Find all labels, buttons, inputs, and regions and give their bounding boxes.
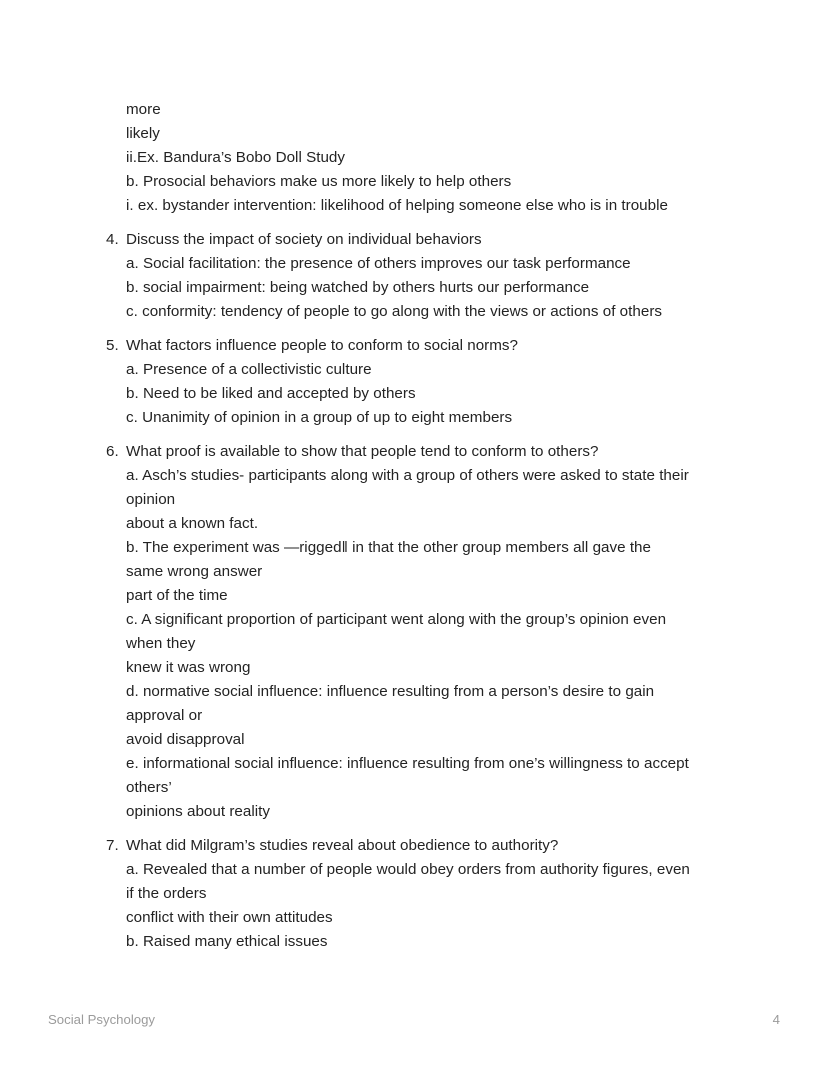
outline-line [106,122,746,146]
outline-line [106,930,746,954]
outline-line [106,512,746,536]
line-text: e. informational social influence: influence resulting from one’s willingness to accept [126,755,689,772]
outline-line [106,464,746,488]
line-text: b. Need to be liked and accepted by others [126,385,416,402]
line-text: a. Revealed that a number of people would obey orders from authority figures, even [126,861,690,878]
line-text: What factors influence people to conform to social norms? [126,337,518,354]
line-text: likely [126,125,160,142]
numbered-item [106,228,746,252]
outline-line [106,170,746,194]
line-text: conflict with their own attitudes [126,909,333,926]
outline-line [106,584,746,608]
line-text: if the orders [126,885,207,902]
numbered-item [106,334,746,358]
line-text: d. normative social influence: influence resulting from a person’s desire to gain [126,683,655,700]
numbered-item [106,440,746,464]
outline-line [106,800,746,824]
line-text: ii.Ex. Bandura’s Bobo Doll Study [126,149,346,166]
line-text: opinions about reality [126,803,270,820]
outline-line [106,858,746,882]
outline-line [106,488,746,512]
line-text: b. social impairment: being watched by others hurts our performance [126,279,590,296]
list-marker: 4. [106,231,119,248]
line-text: when they [126,635,196,652]
line-text: knew it was wrong [126,659,251,676]
outline-line [106,252,746,276]
outline-group [106,98,746,218]
outline-line [106,906,746,930]
outline-line [106,98,746,122]
outline-line [106,382,746,406]
outline-line [106,560,746,584]
outline-group [106,334,746,430]
line-text: b. Prosocial behaviors make us more likely to help others [126,173,512,190]
document-body [106,98,746,954]
outline-line [106,608,746,632]
line-text: a. Asch’s studies- participants along with a group of others were asked to state their [126,467,689,484]
line-text: same wrong answer [126,563,263,580]
numbered-item [106,834,746,858]
outline-line [106,406,746,430]
line-text: Discuss the impact of society on individual behaviors [126,231,482,248]
line-text: more [126,101,161,118]
page-footer [0,1010,828,1032]
line-text: b. Raised many ethical issues [126,933,328,950]
line-text: others’ [126,779,172,796]
outline-line [106,194,746,218]
line-text: b. The experiment was —riggedǁ in that the other group members all gave the [126,539,651,556]
line-text: a. Presence of a collectivistic culture [126,361,372,378]
line-text: What did Milgram’s studies reveal about obedience to authority? [126,837,559,854]
outline-line [106,358,746,382]
outline-line [106,300,746,324]
outline-line [106,752,746,776]
outline-group [106,228,746,324]
outline-line [106,536,746,560]
line-text: approval or [126,707,203,724]
list-marker: 7. [106,837,119,854]
outline-line [106,146,746,170]
outline-line [106,882,746,906]
outline-line [106,632,746,656]
list-marker: 6. [106,443,119,460]
outline-line [106,276,746,300]
outline-line [106,728,746,752]
line-text: avoid disapproval [126,731,245,748]
outline-group [106,834,746,954]
footer-page-number: 4 [772,1012,780,1027]
line-text: i. ex. bystander intervention: likelihood of helping someone else who is in trouble [126,197,668,214]
list-marker: 5. [106,337,119,354]
outline-line [106,704,746,728]
line-text: What proof is available to show that people tend to conform to others? [126,443,599,460]
line-text: opinion [126,491,176,508]
line-text: c. conformity: tendency of people to go along with the views or actions of others [126,303,663,320]
line-text: about a known fact. [126,515,259,532]
line-text: a. Social facilitation: the presence of others improves our task performance [126,255,631,272]
line-text: c. Unanimity of opinion in a group of up to eight members [126,409,513,426]
outline-line [106,680,746,704]
outline-group [106,440,746,824]
footer-document-title: Social Psychology [48,1012,156,1027]
outline-line [106,776,746,800]
line-text: c. A significant proportion of participant went along with the group’s opinion even [126,611,667,628]
line-text: part of the time [126,587,228,604]
outline-line [106,656,746,680]
